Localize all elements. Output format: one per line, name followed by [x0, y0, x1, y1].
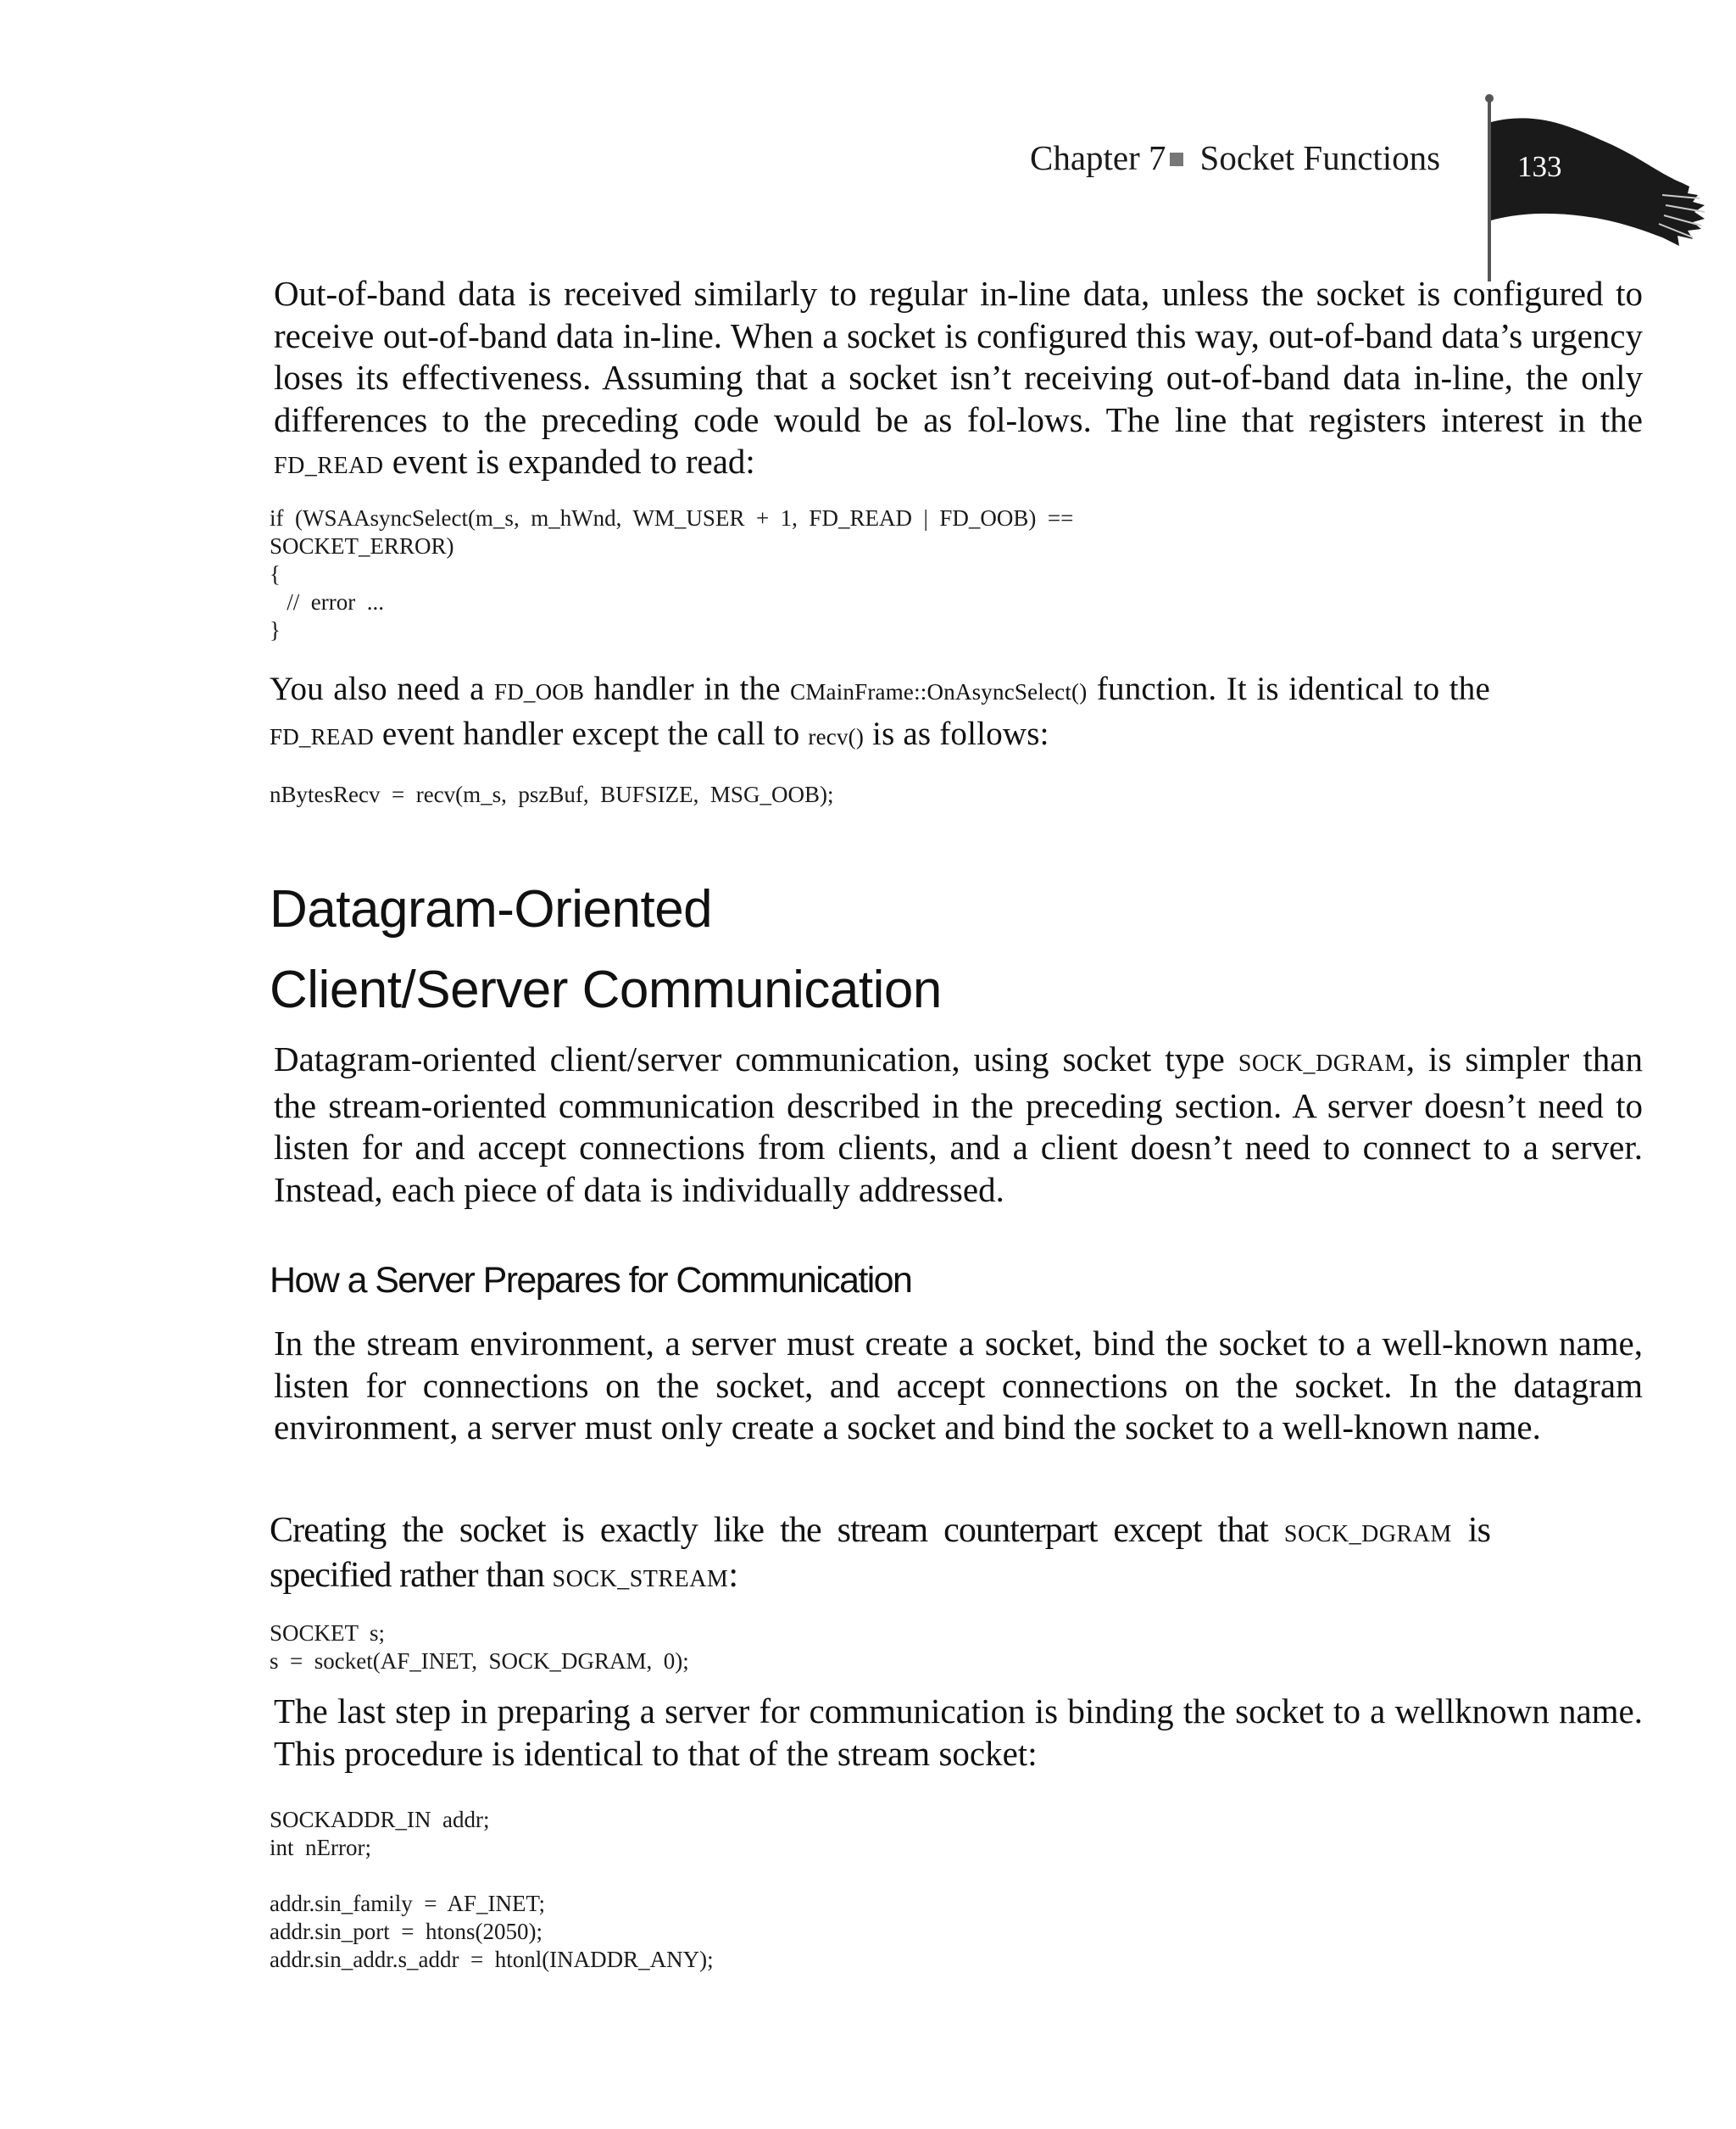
- paragraph-text: , is simpler than the stream-oriented communication described in the preceding section. A server doesn’t need to listen for and accept connections from clients, and a client doesn’t need to connect to a server. Instead, each piece of data is individually addressed.: [274, 1039, 1644, 1209]
- section-heading-line-2: Client/Server Communication: [270, 961, 942, 1019]
- section-label: Socket Functions: [1199, 138, 1441, 177]
- paragraph-text: :: [728, 1556, 738, 1595]
- code-block-async-select: if (WSAAsyncSelect(m_s, m_hWnd, WM_USER + 1, FD_READ | FD_OOB) == SOCKET_ERROR) { // error ... }: [270, 505, 1074, 643]
- paragraph-creating-socket: [270, 1510, 1490, 1600]
- paragraph-out-of-band: [274, 273, 1643, 488]
- paragraph-text: event handler except the call to: [381, 716, 800, 752]
- inline-code: FD_READ: [270, 724, 374, 750]
- paragraph-text: is as follows:: [872, 716, 1049, 752]
- code-block-sockaddr: SOCKADDR_IN addr; int nError; addr.sin_family = AF_INET; addr.sin_port = htons(2050); addr.sin_addr.s_addr = htonl(INADDR_ANY);: [270, 1807, 714, 1972]
- paragraph-binding: The last step in preparing a server for communication is binding the socket to a wellknown name. This procedure is identical to that of the stream socket:: [274, 1691, 1643, 1773]
- code-block-socket-create: SOCKET s; s = socket(AF_INET, SOCK_DGRAM, 0);: [270, 1620, 689, 1674]
- inline-code: FD_READ: [274, 453, 384, 479]
- inline-code: recv(): [808, 724, 865, 750]
- paragraph-datagram-intro: [274, 1039, 1643, 1211]
- paragraph-fd-oob-handler: [270, 668, 1490, 758]
- paragraph-text: function. It is identical to the: [1096, 671, 1490, 707]
- code-block-recv: nBytesRecv = recv(m_s, pszBuf, BUFSIZE, MSG_OOB);: [270, 782, 834, 807]
- paragraph-text: Out-of-band data is received similarly to regular in-line data, unless the socket is configured to receive out-of-band data in-line. When a socket is configured this way, out-of-band data’s urgency loses its effectiveness. Assuming that a socket isn’t receiving out-of-band data in-line, the only differences to the preceding code would be as fol-lows. The line that registers interest in the: [274, 274, 1643, 439]
- inline-code: SOCK_DGRAM: [1238, 1051, 1406, 1077]
- inline-code: FD_OOB: [493, 679, 585, 705]
- inline-code: SOCK_STREAM: [552, 1566, 729, 1592]
- paragraph-stream-environment: In the stream environment, a server must create a socket, bind the socket to a well-known name, listen for connections on the socket, and accept connections on the socket. In the datagram environment, a server must only create a socket and bind the socket to a well-known name.: [274, 1324, 1643, 1446]
- inline-code: SOCK_DGRAM: [1283, 1521, 1452, 1547]
- running-header: [1030, 137, 1440, 178]
- waving-flag-icon: [1471, 93, 1717, 288]
- page-number: 133: [1517, 150, 1562, 183]
- paragraph-text: Creating the socket is exactly like the stream counterpart except that: [270, 1511, 1268, 1550]
- paragraph-text: event is expanded to read:: [392, 442, 755, 481]
- square-bullet-icon: [1170, 153, 1183, 166]
- paragraph-text: is specified rather than: [270, 1511, 1491, 1595]
- paragraph-text: You also need a: [270, 671, 485, 707]
- subsection-heading: How a Server Prepares for Communication: [270, 1260, 912, 1301]
- chapter-label: Chapter 7: [1030, 138, 1166, 177]
- section-heading-line-1: Datagram-Oriented: [270, 880, 713, 939]
- paragraph-text: Datagram-oriented client/server communication, using socket type: [274, 1039, 1225, 1078]
- paragraph-text: handler in the: [593, 671, 781, 707]
- inline-code: CMainFrame::OnAsyncSelect(): [790, 679, 1088, 705]
